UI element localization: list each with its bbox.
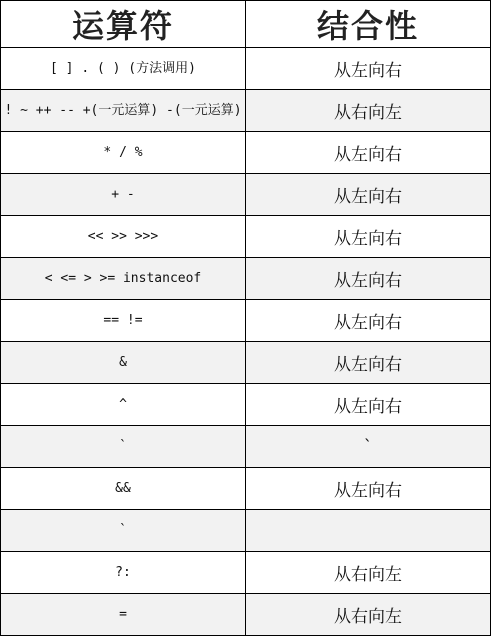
- table-header-row: [1, 1, 491, 48]
- associativity-cell: 从左向右: [246, 384, 491, 426]
- operator-cell: ^: [1, 384, 246, 426]
- operator-cell: `: [1, 510, 246, 552]
- table-row: [1, 216, 491, 258]
- table-row: [1, 510, 491, 552]
- associativity-cell: 从左向右: [246, 216, 491, 258]
- operator-cell: &&: [1, 468, 246, 510]
- operator-cell: ?:: [1, 552, 246, 594]
- table-row: [1, 48, 491, 90]
- table-row: [1, 468, 491, 510]
- header-operator: 运算符: [1, 1, 246, 48]
- associativity-cell: 从左向右: [246, 342, 491, 384]
- operator-cell: ! ~ ++ -- +(一元运算) -(一元运算): [1, 90, 246, 132]
- table-row: [1, 342, 491, 384]
- operator-cell: &: [1, 342, 246, 384]
- operator-cell: == !=: [1, 300, 246, 342]
- associativity-cell: `: [246, 426, 491, 468]
- associativity-cell: 从左向右: [246, 258, 491, 300]
- operator-cell: * / %: [1, 132, 246, 174]
- table-row: [1, 426, 491, 468]
- header-associativity: 结合性: [246, 1, 491, 48]
- table-row: [1, 132, 491, 174]
- table-row: [1, 384, 491, 426]
- associativity-cell: 从右向左: [246, 594, 491, 636]
- operator-cell: << >> >>>: [1, 216, 246, 258]
- table-row: [1, 258, 491, 300]
- operator-cell: [ ] . ( ) (方法调用): [1, 48, 246, 90]
- associativity-cell: 从左向右: [246, 300, 491, 342]
- table-row: [1, 90, 491, 132]
- table-row: [1, 300, 491, 342]
- associativity-cell: 从左向右: [246, 468, 491, 510]
- operator-cell: `: [1, 426, 246, 468]
- table-row: [1, 594, 491, 636]
- associativity-cell: 从左向右: [246, 132, 491, 174]
- operator-cell: =: [1, 594, 246, 636]
- associativity-cell: 从左向右: [246, 48, 491, 90]
- associativity-cell: [246, 510, 491, 552]
- table-row: [1, 552, 491, 594]
- associativity-cell: 从左向右: [246, 174, 491, 216]
- operator-cell: + -: [1, 174, 246, 216]
- associativity-cell: 从右向左: [246, 552, 491, 594]
- operator-cell: < <= > >= instanceof: [1, 258, 246, 300]
- associativity-cell: 从右向左: [246, 90, 491, 132]
- table-row: [1, 174, 491, 216]
